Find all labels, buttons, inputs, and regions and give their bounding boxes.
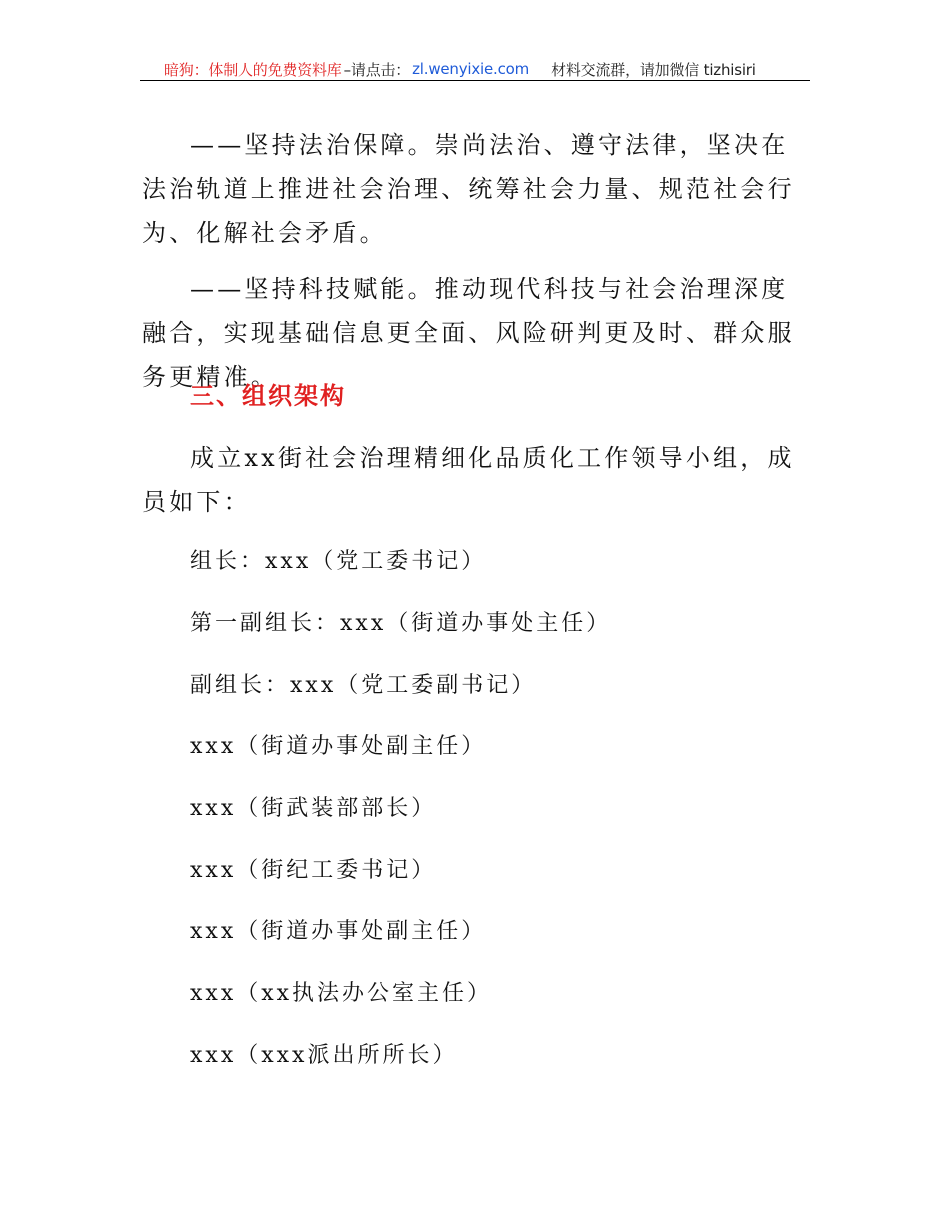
member-line: xxx（xxx派出所所长） <box>190 1043 458 1068</box>
member-line: xxx（街道办事处副主任） <box>190 734 487 759</box>
header-brand: 暗狗：体制人的免费资料库 <box>164 60 342 79</box>
paragraph-tech: ——坚持科技赋能。推动现代科技与社会治理深度融合，实现基础信息更全面、风险研判更及时、群众服务更精准。 <box>142 275 795 391</box>
member-line: 第一副组长：xxx（街道办事处主任） <box>190 611 612 636</box>
member-line: 组长：xxx（党工委书记） <box>190 549 487 574</box>
header-link[interactable]: zl.wenyixie.com <box>412 60 530 78</box>
paragraph-intro: 成立xx街社会治理精细化品质化工作领导小组，成员如下： <box>142 444 795 516</box>
header-prompt: –请点击： <box>343 60 411 79</box>
member-line: xxx（街纪工委书记） <box>190 858 437 883</box>
member-line: xxx（街武装部部长） <box>190 796 437 821</box>
section-heading: 三、组织架构 <box>190 382 346 410</box>
member-line: xxx（街道办事处副主任） <box>190 919 487 944</box>
header-group-note: 材料交流群，请加微信 tizhisiri <box>551 60 756 79</box>
member-line: xxx（xx执法办公室主任） <box>190 981 493 1006</box>
member-line: 副组长：xxx（党工委副书记） <box>190 673 537 698</box>
page-header <box>140 58 810 81</box>
paragraph-rule-of-law: ——坚持法治保障。崇尚法治、遵守法律，坚决在法治轨道上推进社会治理、统筹社会力量、规范社会行为、化解社会矛盾。 <box>142 131 795 247</box>
